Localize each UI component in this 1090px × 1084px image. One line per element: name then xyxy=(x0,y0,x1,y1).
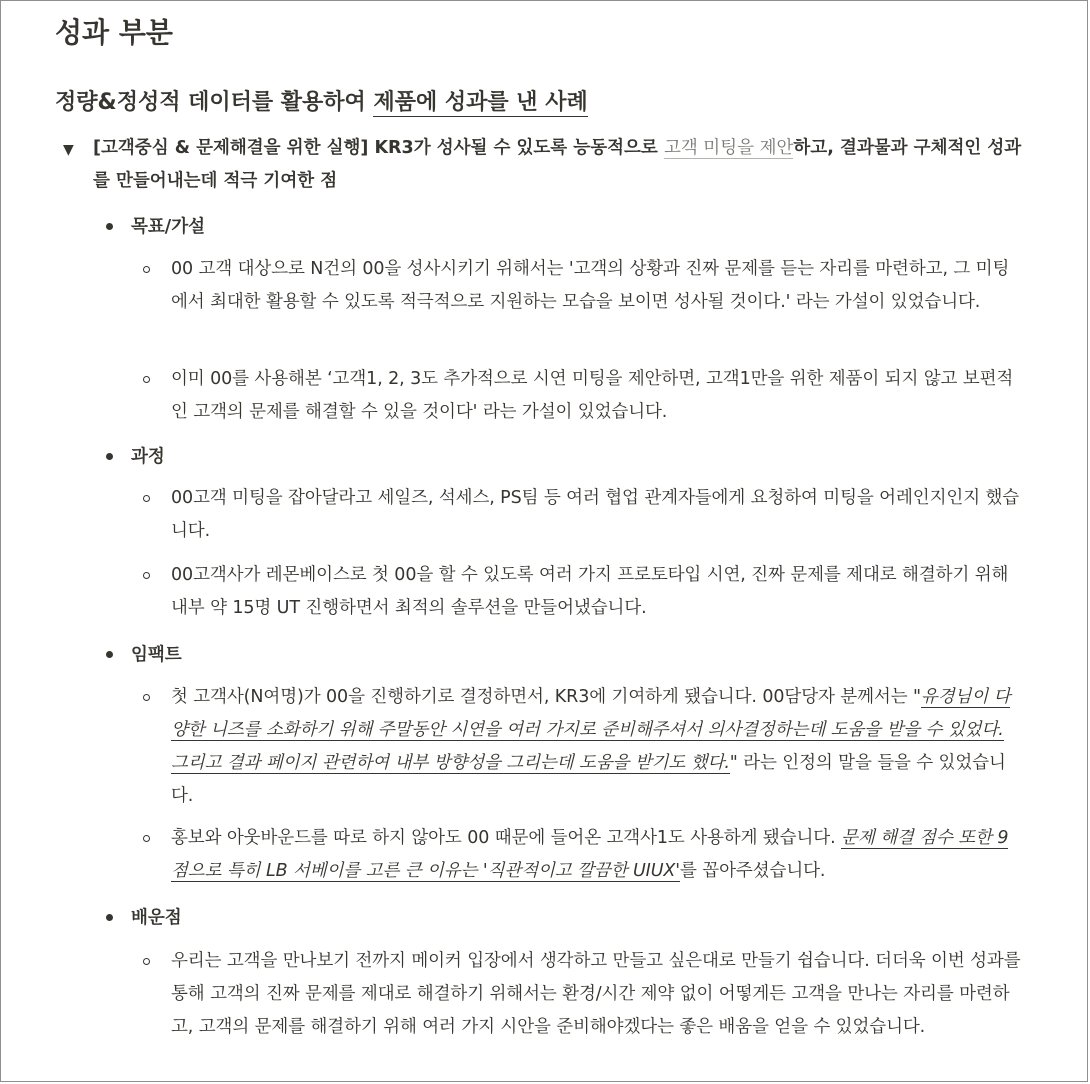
section-heading-prefix: 정량&정성적 데이터를 활용하여 xyxy=(55,90,374,115)
triangle-down-icon[interactable]: ▼ xyxy=(63,142,74,158)
bullet-icon xyxy=(106,453,113,460)
goal-item-2: 이미 00를 사용해본 ‘고객1, 2, 3도 추가적으로 시연 미팅을 제안하면, 고객1만을 위한 제품이 되지 않고 보편적인 고객의 문제를 해결할 수 있을 것이다' 라는 가설이 있었습니다. xyxy=(171,369,1014,422)
section-heading-underlined: 제품에 성과를 낸 사례 xyxy=(373,90,588,115)
process-item-2: 00고객사가 레몬베이스로 첫 00을 할 수 있도록 여러 가지 프로토타입 시연, 진짜 문제를 제대로 해결하기 위해 내부 약 15명 UT 진행하면서 최적의 솔루션을 만들어냈습니다. xyxy=(171,565,1009,618)
learning-item-1: 우리는 고객을 만나보기 전까지 메이커 입장에서 생각하고 만들고 싶은대로 만들기 쉽습니다. 더더욱 이번 성과를 통해 고객의 진짜 문제를 제대로 해결하기 위해서는 환경/시간 제약 없이 어떻게든 고객을 만나는 자리를 마련하고, 고객의 문제를 해결하기 위해 여러 가지 시안을 준비해야겠다는 좋은 배움을 얻을 수 있었습니다. xyxy=(171,951,1021,1037)
circle-bullet-icon xyxy=(143,958,150,965)
learning-label: 배운점 xyxy=(131,908,182,928)
circle-bullet-icon xyxy=(143,694,150,701)
circle-bullet-icon xyxy=(143,495,150,502)
bullet-icon xyxy=(106,223,113,230)
process-label: 과정 xyxy=(131,447,165,467)
customer-meeting-link[interactable]: 고객 미팅을 제안 xyxy=(663,138,794,158)
goal-label: 목표/가설 xyxy=(131,217,206,237)
circle-bullet-icon xyxy=(143,376,150,383)
customer-feedback-quote: 문제 해결 점수 또한 9점으로 특히 LB 서베이를 고른 큰 이유는 '직관적이고 깔끔한 UIUX' xyxy=(171,828,1009,881)
impact-item-2 xyxy=(171,822,1023,888)
impact-item-2-before: 홍보와 아웃바운드를 따로 하지 않아도 00 때문에 들어온 고객사1도 사용하게 됐습니다. xyxy=(171,828,842,848)
impact-item-2-after: 를 꼽아주셨습니다. xyxy=(680,861,826,881)
circle-bullet-icon xyxy=(143,266,150,273)
circle-bullet-icon xyxy=(143,835,150,842)
customer-quote: 유경님이 다양한 니즈를 소화하기 위해 주말동안 시연을 여러 가지로 준비해주셔서 의사결정하는데 도움을 받을 수 있었다. 그리고 결과 페이지 관련하여 내부 방향성을 그리는데 도움을 받기도 했다. xyxy=(171,687,1011,773)
toggle-title-part2: 하고, 결과물과 구체적인 성과를 만들어내는데 적극 기여한 점 xyxy=(93,138,1022,191)
goal-item-1: 00 고객 대상으로 N건의 00을 성사시키기 위해서는 '고객의 상황과 진짜 문제를 듣는 자리를 마련하고, 그 미팅에서 최대한 활용할 수 있도록 적극적으로 지원하는 모습을 보이면 성사될 것이다.' 라는 가설이 있었습니다. xyxy=(171,259,1010,312)
impact-item-1 xyxy=(171,681,1023,813)
bullet-icon xyxy=(106,651,113,658)
toggle-title-part1: [고객중심 & 문제해결을 위한 실행] KR3가 성사될 수 있도록 능동적으로 xyxy=(93,138,664,158)
impact-label: 임팩트 xyxy=(131,645,182,665)
impact-item-1-before: 첫 고객사(N여명)가 00을 진행하기로 결정하면서, KR3에 기여하게 됐습니다. 00담당자 분께서는 " xyxy=(171,687,921,707)
toggle-block-title[interactable] xyxy=(93,132,1023,198)
bullet-icon xyxy=(106,914,113,921)
section-heading xyxy=(55,85,588,121)
process-item-1: 00고객 미팅을 잡아달라고 세일즈, 석세스, PS팀 등 여러 협업 관계자들에게 요청하여 미팅을 어레인지인지 했습니다. xyxy=(171,488,1020,541)
circle-bullet-icon xyxy=(143,572,150,579)
page-title: 성과 부분 xyxy=(55,16,173,49)
impact-item-1-after: " 라는 인정의 말을 들을 수 있었습니다. xyxy=(171,753,1006,806)
